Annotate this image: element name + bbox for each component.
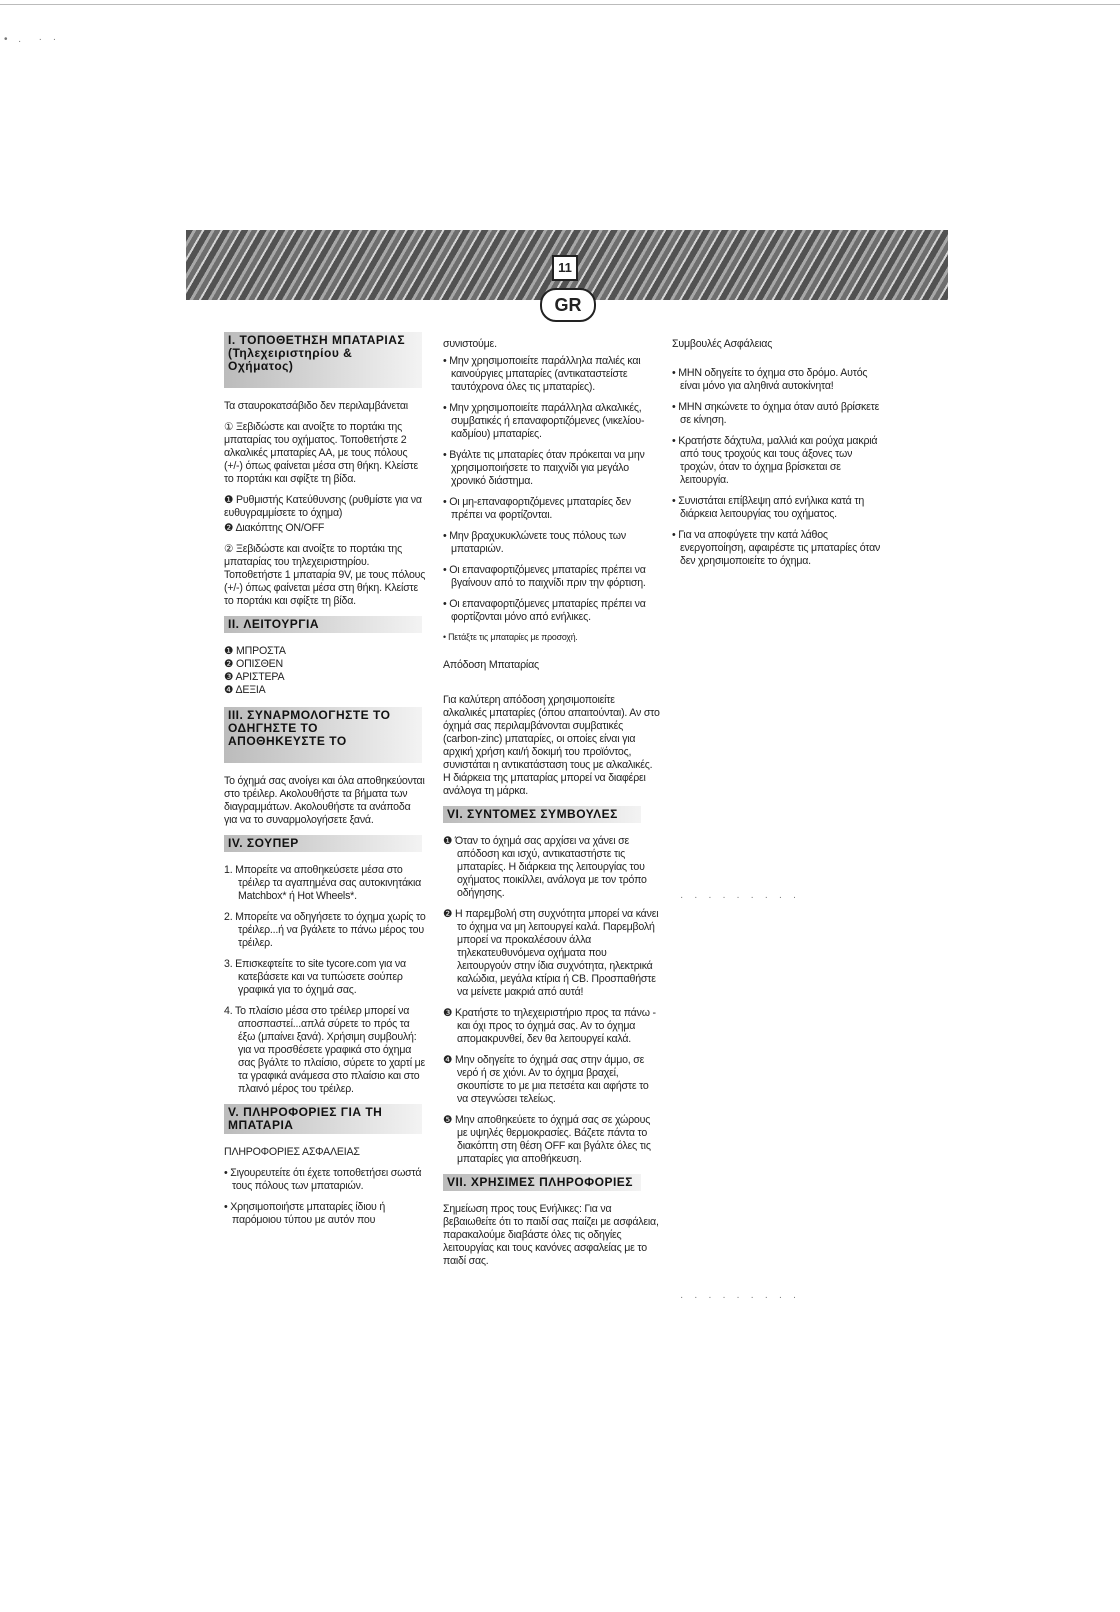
super-item-4: 4. Το πλαίσιο μέσα στο τρέιλερ μπορεί να αποσπαστεί...απλά σύρετε το πρός τα έξω (μπαίνει ξανά). Χρήσιμη συμβουλή: για να προσθέσετε γραφικά στο όχημα σας βγάλτε το πλαίσιο, σύρετε το χαρτί με τα γραφικά ανάμεσα στο πλαίσιο και στο πλαινό μέρος του τρέιλερ. <box>224 1005 426 1095</box>
battery-bullet-2: • Μην χρησιμοποιείτε παράλληλα αλκαλικές, συμβατικές ή επαναφορτιζόμενες (νικελίου-καδμίου) μπαταρίες. <box>443 402 645 440</box>
top-rule <box>0 4 1120 5</box>
page-number: 11 <box>552 255 578 281</box>
super-item-3: 3. Επισκεφτείτε το site tycore.com για να κατεβάσετε και να τυπώσετε σούπερ γραφικά για το όχημά σας. <box>224 958 406 996</box>
super-item-2: 2. Μπορείτε να οδηγήσετε το όχημα χωρίς το τρέιλερ...ή να βγάλετε το πάνω μέρος του τρέιλερ. <box>224 911 426 949</box>
battery-bullet-6: • Οι επαναφορτιζόμενες μπαταρίες πρέπει να βγαίνουν από το παιχνίδι πριν την φόρτιση. <box>443 564 646 589</box>
section-title-battery-install: I. ΤΟΠΟΘΕΤΗΣΗ ΜΠΑΤΑΡΙΑΣ (Τηλεχειριστηρίου & Οχήματος) <box>224 332 422 388</box>
direction-list <box>224 645 426 697</box>
vehicle-battery-step: ① Ξεβιδώστε και ανοίξτε το πορτάκι της μπαταρίας του οχήματος. Τοποθετήστε 2 αλκαλικές μπαταρίες ΑΑ, με τους πόλους (+/-) όπως φαίνεται μέσα στη θήκη. Κλείστε το πορτάκι και σφίξτε τη βίδα. <box>224 421 419 485</box>
battery-performance-text: Για καλύτερη απόδοση χρησιμοποιείτε αλκαλικές μπαταρίες (όπου απαιτούνται). Αν στο όχημά σας περιλαμβάνονται συμβατικές (carbon-zinc) μπαταρίες, οι οποίες είναι για αρχική χρήση και/ή δοκιμή του προϊόντος, συνιστάται η αντικατάσταση τους με αλκαλικές. Η διάρκεια της μπαταρίας μπορεί να διαφέρει ανάλογα τη μάρκα. <box>443 694 660 797</box>
battery-bullet-1: • Μην χρησιμοποιείτε παράλληλα παλιές και καινούργιες μπαταρίες (αντικαταστείστε ταυτόχρονα όλες τις μπαταρίες). <box>443 355 641 393</box>
scan-specks: • . · · <box>4 34 61 45</box>
continued-text: συνιστούμε. <box>443 338 497 350</box>
direction-right: ❹ ΔΕΞΙΑ <box>224 684 266 696</box>
battery-bullet-7: • Οι επαναφορτιζόμενες μπαταρίες πρέπει να φορτίζονται μόνο από ενήλικες. <box>443 598 646 623</box>
assemble-text: Το όχημά σας ανοίγει και όλα αποθηκεύονται στο τρέιλερ. Ακολουθήστε τα βήματα των διαγραμμάτων. Ακολουθήστε τα ανάποδα για να το συναρμολογήσετε ξανά. <box>224 775 425 826</box>
safety-tips-title: Συμβουλές Ασφάλειας <box>672 338 773 350</box>
section-title-quick-tips: VI. ΣΥΝΤΟΜΕΣ ΣΥΜΒΟΥΛΕΣ <box>443 806 641 823</box>
column-middle <box>443 338 661 1276</box>
tip-2: ❷ Η παρεμβολή στη συχνότητα μπορεί να κάνει το όχημα να μη λειτουργεί καλά. Παρεμβολή μπορεί να προκαλέσουν άλλα τηλεκατευθυνόμενα οχήματα που λειτουργούν στην ίδια συχνότητα, ηλεκτρικά καλώδια, μεγάλα κτίρια ή CB. Προσπαθήστε να μείνετε μακριά από αυτά! <box>443 908 659 998</box>
direction-reverse: ❷ ΟΠΙΣΘΕΝ <box>224 658 283 670</box>
tip-1: ❶ Όταν το όχημά σας αρχίσει να χάνει σε απόδοση και ισχύ, αντικαταστήστε τις μπαταρίες. Η διάρκεια της λειτουργίας του οχήματος ποικίλλει, ανάλογα με τον τρόπο οδήγησης. <box>443 835 647 899</box>
safety-bullet-1: • ΜΗΝ οδηγείτε το όχημα στο δρόμο. Αυτός είναι μόνο για αληθινά αυτοκίνητα! <box>672 367 868 392</box>
battery-performance-title: Απόδοση Μπαταρίας <box>443 659 539 671</box>
screwdriver-note: Τα σταυροκατσάβιδο δεν περιλαμβάνεται <box>224 400 408 412</box>
section-title-useful-info: VII. ΧΡΗΣΙΜΕΣ ΠΛΗΡΟΦΟΡΙΕΣ <box>443 1174 641 1191</box>
safety-bullet-2: • ΜΗΝ σηκώνετε το όχημα όταν αυτό βρίσκετε σε κίνηση. <box>672 401 880 426</box>
battery-bullet-5: • Μην βραχυκυκλώνετε τους πόλους των μπαταριών. <box>443 530 626 555</box>
battery-bullet-8: • Πετάξτε τις μπαταρίες με προσοχή. <box>443 632 578 642</box>
section-title-super: IV. ΣΟΥΠΕΡ <box>224 835 422 852</box>
section-title-battery-info: V. ΠΛΗΡΟΦΟΡΙΕΣ ΓΙΑ ΤΗ ΜΠΑΤΑΡΙΑ <box>224 1104 422 1134</box>
on-off-switch-note: ❷ Διακόπτης ON/OFF <box>224 522 325 534</box>
steering-adjuster-note: ❶ Ρυθμιστής Κατεύθυνσης (ρυθμίστε για να ευθυγραμμίσετε το όχημα) <box>224 494 422 519</box>
direction-left: ❸ ΑΡΙΣΤΕΡΑ <box>224 671 285 683</box>
column-left <box>224 333 426 1235</box>
column-right <box>672 338 882 576</box>
remote-battery-step: ② Ξεβιδώστε και ανοίξτε το πορτάκι της μπαταρίας του τηλεχειριστηρίου. Τοποθετήστε 1 μπαταρία 9V, με τους πόλους (+/-) όπως φαίνεται μέσα στη θήκη. Κλείστε το πορτάκι και σφίξτε τη βίδα. <box>224 543 426 607</box>
battery-info-bullet-2: • Χρησιμοποιήστε μπαταρίες ίδιου ή παρόμοιου τύπου με αυτόν που <box>224 1201 386 1226</box>
direction-forward: ❶ ΜΠΡΟΣΤΑ <box>224 645 286 657</box>
tip-5: ❺ Μην αποθηκεύετε το όχημά σας σε χώρους με υψηλές θερμοκρασίες. Βάζετε πάντα το διακόπτη στη θέση OFF και βγάλτε όλες τις μπαταρίες για αποθήκευση. <box>443 1114 651 1165</box>
scan-specks-low: · · · · · · · · · <box>680 1292 801 1303</box>
tip-3: ❸ Κρατήστε το τηλεχειριστήριο προς τα πάνω - και όχι προς το όχημά σας. Αν το όχημα απομακρυνθεί, δεν θα λειτουργεί καλά. <box>443 1007 656 1045</box>
safety-bullet-4: • Συνιστάται επίβλεψη από ενήλικα κατά τη διάρκεια λειτουργίας του οχήματος. <box>672 495 865 520</box>
battery-bullet-4: • Οι μη-επαναφορτιζόμενες μπαταρίες δεν πρέπει να φορτίζονται. <box>443 496 631 521</box>
tip-4: ❹ Μην οδηγείτε το όχημά σας στην άμμο, σε νερό ή σε χιόνι. Αν το όχημα βραχεί, σκουπίστε το με μια πετσέτα και αφήστε το να στεγνώσει τελείως. <box>443 1054 649 1105</box>
battery-info-bullet-1: • Σιγουρευτείτε ότι έχετε τοποθετήσει σωστά τους πόλους των μπαταριών. <box>224 1167 422 1192</box>
scan-specks-mid: · · · · · · · · · <box>680 892 801 903</box>
useful-info-text: Σημείωση προς τους Ενήλικες: Για να βεβαιωθείτε ότι το παιδί σας παίζει με ασφάλεια, παρακαλούμε διαβάστε όλες τις οδηγίες λειτουργίας και τους κανόνες ασφαλείας με το παιδί σας. <box>443 1203 659 1267</box>
safety-bullet-5: • Για να αποφύγετε την κατά λάθος ενεργοποίηση, αφαιρέστε τις μπαταρίες όταν δεν χρησιμοποιείτε το όχημα. <box>672 529 881 567</box>
safety-info-subtitle: ΠΛΗΡΟΦΟΡΙΕΣ ΑΣΦΑΛΕΙΑΣ <box>224 1146 360 1158</box>
section-title-operation: II. ΛΕΙΤΟΥΡΓΙΑ <box>224 616 422 633</box>
safety-bullet-3: • Κρατήστε δάχτυλα, μαλλιά και ρούχα μακριά από τους τροχούς και τους άξονες των τροχών, όταν το όχημα βρίσκεται σε λειτουργία. <box>672 435 878 486</box>
language-badge: GR <box>540 288 596 322</box>
battery-bullet-3: • Βγάλτε τις μπαταρίες όταν πρόκειται να μην χρησιμοποιήσετε το παιχνίδι για μεγάλο χρονικό διάστημα. <box>443 449 645 487</box>
super-item-1: 1. Μπορείτε να αποθηκεύσετε μέσα στο τρέιλερ τα αγαπημένα σας αυτοκινητάκια Matchbox* ή Hot Wheels*. <box>224 864 422 902</box>
section-title-assemble: III. ΣΥΝΑΡΜΟΛΟΓΗΣΤΕ ΤΟ ΟΔΗΓΗΣΤΕ ΤΟ ΑΠΟΘΗΚΕΥΣΤΕ ΤΟ <box>224 707 422 763</box>
